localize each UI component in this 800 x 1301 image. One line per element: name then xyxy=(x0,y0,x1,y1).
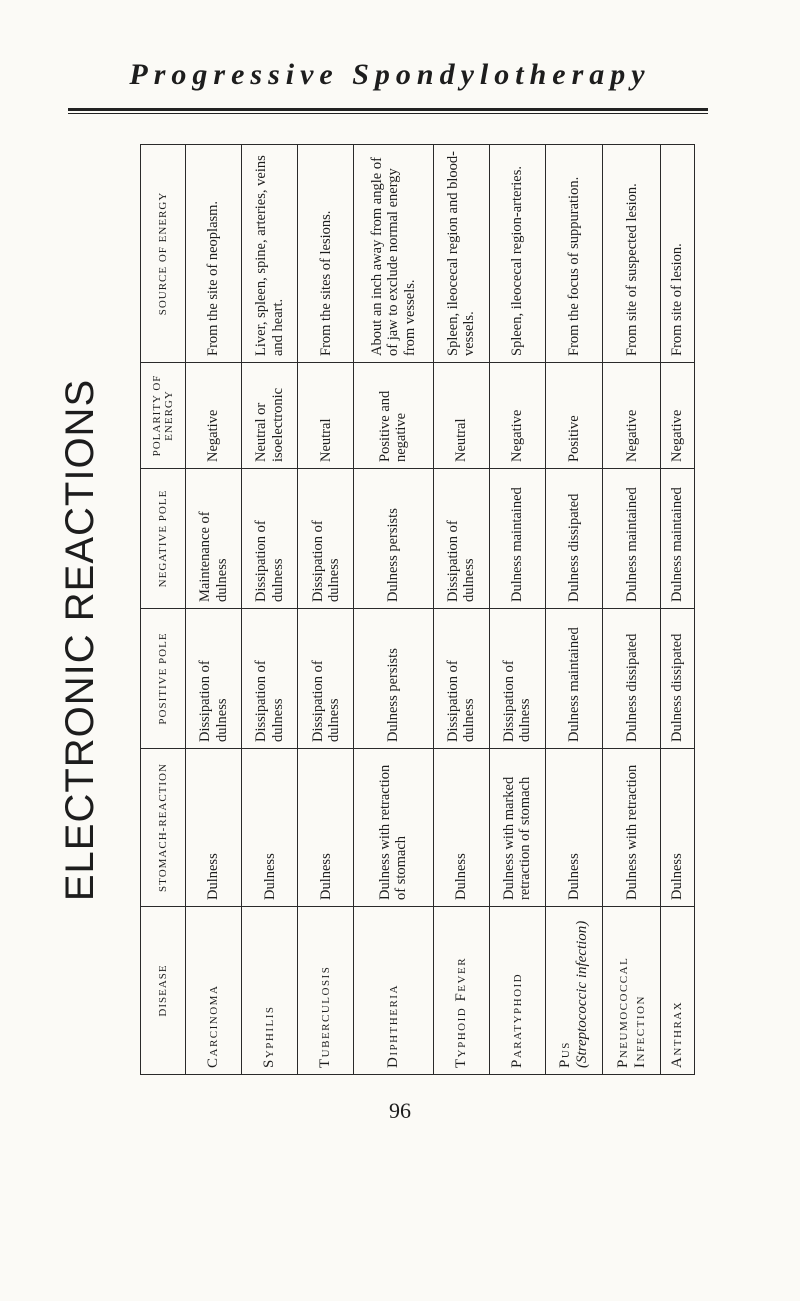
polarity-cell: Positive xyxy=(545,363,603,469)
column-header-polarity: POLARITY OF ENERGY xyxy=(141,363,186,469)
polarity-cell: Neutral xyxy=(433,363,489,469)
disease-name: Pneumococcal Infection xyxy=(614,956,648,1068)
disease-subtitle: (Streptococcic infection) xyxy=(574,920,591,1068)
disease-name: Diphtheria xyxy=(385,984,402,1068)
disease-name: Syphilis xyxy=(261,1005,278,1068)
negative-pole-cell: Dulness maintained xyxy=(661,469,695,609)
column-header-stomach-reaction: STOMACH-REACTION xyxy=(141,749,186,907)
positive-pole-cell: Dissipation of dulness xyxy=(186,609,242,749)
stomach-reaction-cell: Dulness xyxy=(186,749,242,907)
disease-name: Tuberculosis xyxy=(317,965,334,1068)
negative-pole-cell: Dissipation of dulness xyxy=(433,469,489,609)
table-row xyxy=(298,145,354,1075)
source-cell: From the site of neoplasm. xyxy=(186,145,242,363)
negative-pole-cell: Dissipation of dulness xyxy=(242,469,298,609)
table-row xyxy=(603,145,661,1075)
disease-cell xyxy=(298,907,354,1075)
stomach-reaction-cell: Dulness with retraction of stomach xyxy=(354,749,433,907)
stomach-reaction-cell: Dulness with retraction xyxy=(603,749,661,907)
disease-cell xyxy=(186,907,242,1075)
disease-cell xyxy=(661,907,695,1075)
source-cell: Spleen, ileocecal region and blood-vessels. xyxy=(433,145,489,363)
source-cell: From the focus of suppuration. xyxy=(545,145,603,363)
header-rule-thick xyxy=(68,108,708,111)
column-header-source: SOURCE OF ENERGY xyxy=(141,145,186,363)
stomach-reaction-cell: Dulness xyxy=(298,749,354,907)
table-row xyxy=(354,145,433,1075)
polarity-cell: Negative xyxy=(603,363,661,469)
polarity-cell: Negative xyxy=(661,363,695,469)
positive-pole-cell: Dulness maintained xyxy=(545,609,603,749)
positive-pole-cell: Dulness dissipated xyxy=(661,609,695,749)
disease-cell xyxy=(354,907,433,1075)
stomach-reaction-cell: Dulness xyxy=(545,749,603,907)
disease-cell xyxy=(242,907,298,1075)
source-cell: From site of lesion. xyxy=(661,145,695,363)
negative-pole-cell: Dulness persists xyxy=(354,469,433,609)
source-cell: About an inch away from angle of of jaw to exclude normal energy from vessels. xyxy=(354,145,433,363)
disease-cell xyxy=(603,907,661,1075)
column-header-disease: DISEASE xyxy=(141,907,186,1075)
stomach-reaction-cell: Dulness xyxy=(242,749,298,907)
stomach-reaction-cell: Dulness xyxy=(433,749,489,907)
disease-name: Pus xyxy=(557,1041,574,1068)
rotated-table-container xyxy=(140,145,695,1075)
negative-pole-cell: Dulness maintained xyxy=(603,469,661,609)
disease-name: Carcinoma xyxy=(205,984,222,1068)
negative-pole-cell: Dulness dissipated xyxy=(545,469,603,609)
polarity-cell: Positive and negative xyxy=(354,363,433,469)
source-cell: Liver, spleen, spine, arteries, veins and heart. xyxy=(242,145,298,363)
polarity-cell: Neutral or isoelectronic xyxy=(242,363,298,469)
disease-cell xyxy=(545,907,603,1075)
table-row xyxy=(545,145,603,1075)
electronic-reactions-table xyxy=(140,144,695,1075)
stomach-reaction-cell: Dulness with marked retraction of stomach xyxy=(489,749,545,907)
table-row xyxy=(186,145,242,1075)
negative-pole-cell: Dissipation of dulness xyxy=(298,469,354,609)
disease-cell xyxy=(489,907,545,1075)
page-number: 96 xyxy=(389,1098,411,1123)
table-area xyxy=(140,145,695,1075)
source-cell: From site of suspected lesion. xyxy=(603,145,661,363)
table-row xyxy=(489,145,545,1075)
disease-name: Anthrax xyxy=(669,1000,686,1068)
positive-pole-cell: Dissipation of dulness xyxy=(298,609,354,749)
side-title: ELECTRONIC REACTIONS xyxy=(58,378,102,902)
disease-name: Paratyphoid xyxy=(508,972,525,1068)
table-row xyxy=(433,145,489,1075)
running-header-title: Progressive Spondylotherapy xyxy=(129,58,651,91)
positive-pole-cell: Dissipation of dulness xyxy=(489,609,545,749)
running-header xyxy=(30,58,770,98)
positive-pole-cell: Dissipation of dulness xyxy=(433,609,489,749)
disease-cell xyxy=(433,907,489,1075)
header-rule-thin xyxy=(68,113,708,114)
positive-pole-cell: Dulness persists xyxy=(354,609,433,749)
polarity-cell: Neutral xyxy=(298,363,354,469)
column-header-negative-pole: NEGATIVE POLE xyxy=(141,469,186,609)
disease-name: Typhoid Fever xyxy=(452,956,469,1068)
table-row xyxy=(661,145,695,1075)
source-cell: From the sites of lesions. xyxy=(298,145,354,363)
polarity-cell: Negative xyxy=(186,363,242,469)
negative-pole-cell: Maintenance of dulness xyxy=(186,469,242,609)
negative-pole-cell: Dulness maintained xyxy=(489,469,545,609)
source-cell: Spleen, ileocecal region-arteries. xyxy=(489,145,545,363)
polarity-cell: Negative xyxy=(489,363,545,469)
table-header-row xyxy=(141,145,186,1075)
table-row xyxy=(242,145,298,1075)
positive-pole-cell: Dulness dissipated xyxy=(603,609,661,749)
stomach-reaction-cell: Dulness xyxy=(661,749,695,907)
column-header-positive-pole: POSITIVE POLE xyxy=(141,609,186,749)
positive-pole-cell: Dissipation of dulness xyxy=(242,609,298,749)
